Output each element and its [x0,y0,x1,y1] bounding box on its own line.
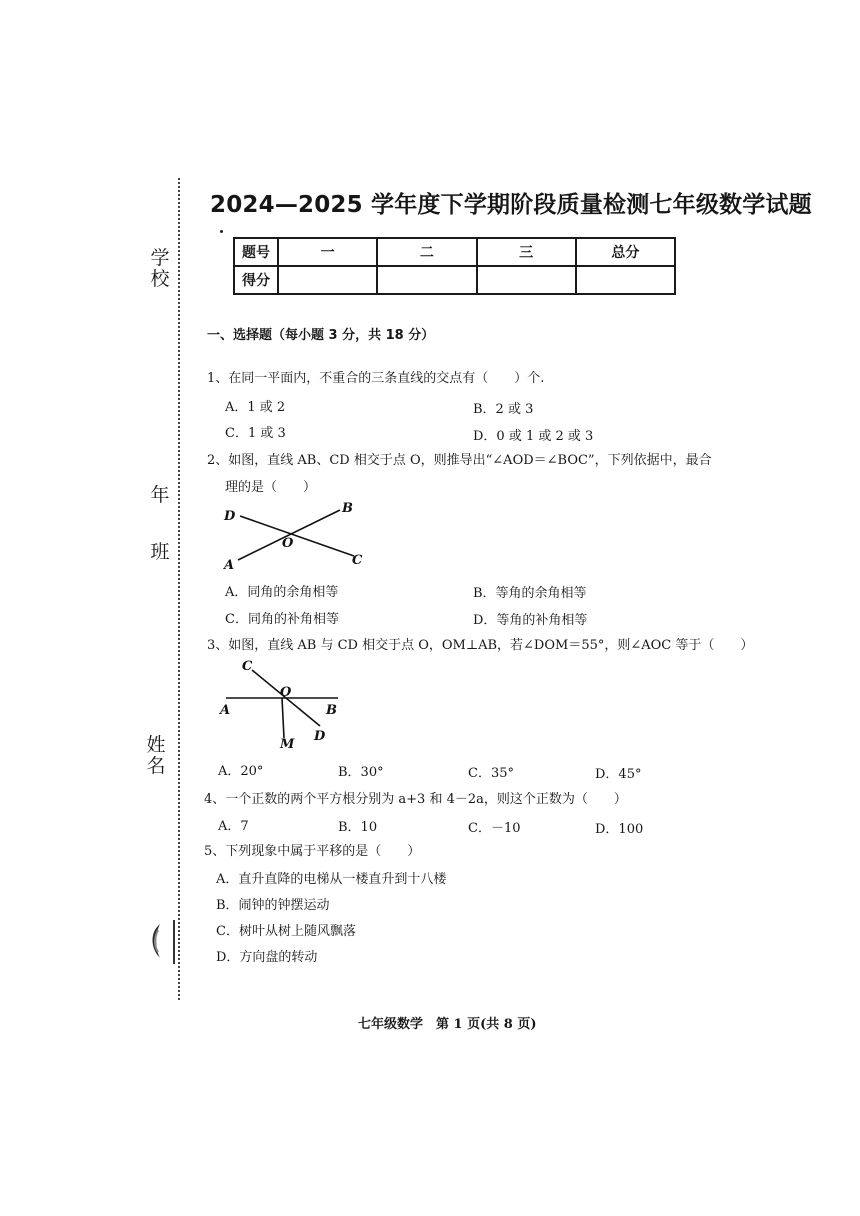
score-header-total: 总分 [576,238,675,266]
binder-clip-mark [146,918,180,966]
question-4-stem: 4、一个正数的两个平方根分别为 a+3 和 4－2a，则这个正数为（ ） [204,792,627,807]
question-2-stem-continued: 理的是（ ） [225,480,317,495]
score-cell-part2 [377,266,476,294]
score-header-part1: 一 [278,238,377,266]
question-5-option-c: C．树叶从树上随风飘落 [216,924,356,939]
q2-label-o: O [282,536,294,551]
score-header-label: 题号 [234,238,278,266]
q2-label-a: A [224,558,235,573]
section-heading: 一、选择题（每小题 3 分，共 18 分） [207,328,435,343]
binding-dashed-line [178,178,180,1000]
question-1-option-d: D．0 或 1 或 2 或 3 [473,429,594,444]
question-4-option-b: B．10 [338,820,378,835]
question-3-option-c: C．35° [468,766,514,781]
question-3-stem: 3、如图，直线 AB 与 CD 相交于点 O，OM⊥AB，若∠DOM＝55°，则∠AOC 等于（ ） [207,638,754,653]
question-5-stem: 5、下列现象中属于平移的是（ ） [204,844,421,859]
question-3-option-b: B．30° [338,765,384,780]
q3-label-c: C [242,659,253,674]
side-label-grade: 年 [150,484,170,506]
title-dot [220,230,223,233]
score-header-part2: 二 [377,238,476,266]
question-2-option-b: B．等角的余角相等 [473,586,587,601]
question-2-option-a: A．同角的余角相等 [225,585,339,600]
score-table-header-row [234,238,675,266]
question-3-figure [214,656,350,752]
question-4-option-a: A．7 [218,819,249,834]
q3-label-d: D [314,729,326,744]
q3-label-a: A [220,703,231,718]
side-label-name-2: 名 [146,755,166,777]
question-3-option-a: A．20° [218,764,264,779]
question-1-option-a: A．1 或 2 [225,400,286,415]
page-footer: 七年级数学 第 1 页(共 8 页) [358,1017,537,1032]
side-label-class: 班 [150,541,170,563]
q3-label-b: B [326,703,337,718]
q2-label-c: C [352,553,363,568]
score-cell-part3 [477,266,576,294]
side-label-school-2: 校 [150,268,170,290]
question-5-option-d: D．方向盘的转动 [216,950,318,965]
score-cell-total [576,266,675,294]
q3-label-o: O [280,685,292,700]
q2-line-ab [238,510,340,560]
question-3-option-d: D．45° [595,767,642,782]
question-5-option-b: B．闹钟的钟摆运动 [216,898,330,913]
question-1-option-c: C．1 或 3 [225,426,286,441]
question-2-figure [218,494,378,576]
question-4-option-d: D．100 [595,822,644,837]
q2-label-d: D [224,509,236,524]
question-4-option-c: C．－10 [468,821,521,836]
question-2-option-c: C．同角的补角相等 [225,612,339,627]
side-label-name-1: 姓 [146,734,166,756]
q2-label-b: B [342,501,353,516]
score-cell-part1 [278,266,377,294]
question-2-stem: 2、如图，直线 AB、CD 相交于点 O，则推导出“∠AOD＝∠BOC”，下列依据中，最合 [207,453,712,468]
side-label-school-1: 学 [150,247,170,269]
score-table [233,237,676,295]
exam-title: 2024—2025 学年度下学期阶段质量检测七年级数学试题 [210,192,812,218]
question-5-option-a: A．直升直降的电梯从一楼直升到十八楼 [216,872,447,887]
score-header-part3: 三 [477,238,576,266]
question-2-option-d: D．等角的补角相等 [473,613,588,628]
score-row-label: 得分 [234,266,278,294]
question-1-option-b: B．2 或 3 [473,402,534,417]
question-1-stem: 1、在同一平面内，不重合的三条直线的交点有（ ）个. [207,371,545,386]
q3-line-om [282,698,284,738]
q3-label-m: M [280,737,295,752]
score-table-score-row [234,266,675,294]
